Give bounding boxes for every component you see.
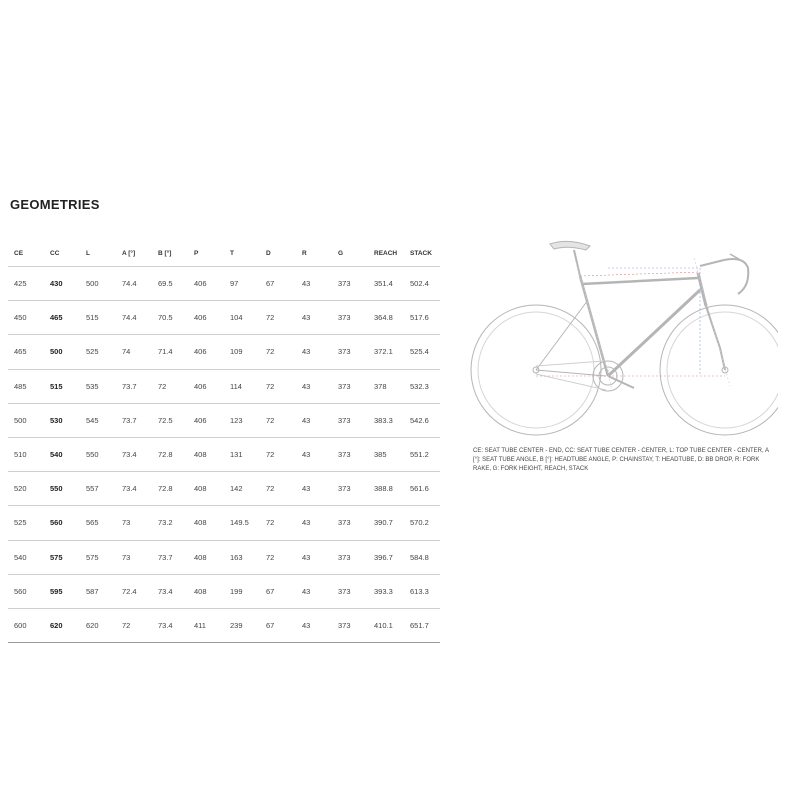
- table-cell: 613.3: [404, 574, 440, 608]
- column-header: G: [332, 240, 368, 267]
- table-cell: 406: [188, 369, 224, 403]
- table-cell: 620: [80, 608, 116, 642]
- table-body: [8, 267, 440, 643]
- table-cell: 67: [260, 574, 296, 608]
- chainstay: [536, 370, 606, 376]
- table-row: [8, 403, 440, 437]
- table-cell: 67: [260, 608, 296, 642]
- table-cell: 525: [80, 335, 116, 369]
- table-cell: 73: [116, 540, 152, 574]
- table-cell: 532.3: [404, 369, 440, 403]
- table-cell: 43: [296, 506, 332, 540]
- column-header: CC: [44, 240, 80, 267]
- table-cell: 485: [8, 369, 44, 403]
- page-title: GEOMETRIES: [10, 197, 100, 212]
- table-cell: 540: [44, 437, 80, 471]
- table-cell: 73.7: [116, 403, 152, 437]
- table-cell: 450: [8, 301, 44, 335]
- table-cell: 72: [260, 437, 296, 471]
- table-cell: 73.4: [152, 574, 188, 608]
- table-cell: 69.5: [152, 267, 188, 301]
- fork: [706, 306, 725, 370]
- table-cell: 595: [44, 574, 80, 608]
- table-cell: 72: [260, 506, 296, 540]
- table-cell: 520: [8, 472, 44, 506]
- table-cell: 131: [224, 437, 260, 471]
- table-cell: 72: [260, 335, 296, 369]
- table-cell: 411: [188, 608, 224, 642]
- table-cell: 587: [80, 574, 116, 608]
- table-cell: 500: [8, 403, 44, 437]
- table-cell: 542.6: [404, 403, 440, 437]
- table-cell: 373: [332, 437, 368, 471]
- table-cell: 551.2: [404, 437, 440, 471]
- table-cell: 72: [260, 472, 296, 506]
- legend-text: CE: SEAT TUBE CENTER - END, CC: SEAT TUBE CENTER - CENTER, L: TOP TUBE CENTER - CENTER, A [°]: SEAT TUBE ANGLE, B [°]: HEADTUBE ANGLE, P: CHAINSTAY, T: HEADTUBE, D: BB DROP, R: FORK RAKE, G: FORK HEIGHT, REACH, STACK: [473, 448, 769, 472]
- table-cell: 71.4: [152, 335, 188, 369]
- table-cell: 500: [80, 267, 116, 301]
- table-cell: 239: [224, 608, 260, 642]
- table-cell: 465: [8, 335, 44, 369]
- table-cell: 385: [368, 437, 404, 471]
- table-cell: 408: [188, 574, 224, 608]
- table-cell: 540: [8, 540, 44, 574]
- column-header: R: [296, 240, 332, 267]
- table-cell: 584.8: [404, 540, 440, 574]
- table-cell: 388.8: [368, 472, 404, 506]
- table-cell: 408: [188, 506, 224, 540]
- table-row: [8, 506, 440, 540]
- table-cell: 43: [296, 472, 332, 506]
- table-cell: 393.3: [368, 574, 404, 608]
- table-cell: 373: [332, 574, 368, 608]
- table-cell: 425: [8, 267, 44, 301]
- table-cell: 515: [44, 369, 80, 403]
- table-cell: 163: [224, 540, 260, 574]
- table-cell: 72.4: [116, 574, 152, 608]
- table-cell: 600: [8, 608, 44, 642]
- table-cell: 72: [260, 403, 296, 437]
- column-header: A [°]: [116, 240, 152, 267]
- table-row: [8, 437, 440, 471]
- table-cell: 515: [80, 301, 116, 335]
- table-cell: 570.2: [404, 506, 440, 540]
- table-row: [8, 335, 440, 369]
- saddle: [550, 241, 590, 250]
- column-header: T: [224, 240, 260, 267]
- table-cell: 114: [224, 369, 260, 403]
- bicycle-geometry-diagram: [468, 228, 778, 448]
- table-cell: 74.4: [116, 301, 152, 335]
- table-cell: 104: [224, 301, 260, 335]
- table-cell: 502.4: [404, 267, 440, 301]
- table-cell: 72: [260, 301, 296, 335]
- table-row: [8, 301, 440, 335]
- column-header: CE: [8, 240, 44, 267]
- crank-arm: [608, 376, 634, 388]
- table-cell: 351.4: [368, 267, 404, 301]
- table-cell: 373: [332, 608, 368, 642]
- stem: [700, 260, 724, 266]
- table-cell: 43: [296, 608, 332, 642]
- table-cell: 651.7: [404, 608, 440, 642]
- brake-hood: [730, 254, 744, 262]
- table-cell: 373: [332, 540, 368, 574]
- table-cell: 43: [296, 301, 332, 335]
- table-row: [8, 540, 440, 574]
- table-cell: 410.1: [368, 608, 404, 642]
- table-cell: 67: [260, 267, 296, 301]
- table-cell: 510: [8, 437, 44, 471]
- table-cell: 408: [188, 540, 224, 574]
- table-row: [8, 267, 440, 301]
- table-cell: 199: [224, 574, 260, 608]
- table-cell: 545: [80, 403, 116, 437]
- table-cell: 408: [188, 437, 224, 471]
- table-cell: 530: [44, 403, 80, 437]
- column-header: D: [260, 240, 296, 267]
- table-row: [8, 608, 440, 642]
- top-tube: [582, 278, 698, 284]
- table-header-row: [8, 240, 440, 267]
- table-cell: 390.7: [368, 506, 404, 540]
- table-cell: 73.2: [152, 506, 188, 540]
- table-cell: 43: [296, 540, 332, 574]
- table-cell: 73.4: [152, 608, 188, 642]
- table-cell: 373: [332, 267, 368, 301]
- table-cell: 373: [332, 335, 368, 369]
- column-header: STACK: [404, 240, 440, 267]
- table-cell: 560: [8, 574, 44, 608]
- table-cell: 560: [44, 506, 80, 540]
- column-header: L: [80, 240, 116, 267]
- table-cell: 73.4: [116, 437, 152, 471]
- table-cell: 72: [116, 608, 152, 642]
- handlebar: [724, 259, 748, 294]
- table-cell: 372.1: [368, 335, 404, 369]
- table-cell: 72: [260, 540, 296, 574]
- table-cell: 74.4: [116, 267, 152, 301]
- table-cell: 43: [296, 335, 332, 369]
- table-cell: 43: [296, 574, 332, 608]
- table-cell: 72.8: [152, 437, 188, 471]
- table-cell: 373: [332, 403, 368, 437]
- column-header: REACH: [368, 240, 404, 267]
- table-cell: 557: [80, 472, 116, 506]
- table-cell: 97: [224, 267, 260, 301]
- table-cell: 73.7: [152, 540, 188, 574]
- table-cell: 109: [224, 335, 260, 369]
- table-cell: 406: [188, 267, 224, 301]
- table-cell: 535: [80, 369, 116, 403]
- table-cell: 73.7: [116, 369, 152, 403]
- table-cell: 72.8: [152, 472, 188, 506]
- table-cell: 72: [152, 369, 188, 403]
- down-tube: [608, 290, 700, 376]
- table-cell: 72.5: [152, 403, 188, 437]
- table-row: [8, 369, 440, 403]
- table-cell: 373: [332, 301, 368, 335]
- table-cell: 73.4: [116, 472, 152, 506]
- table-cell: 43: [296, 369, 332, 403]
- table-cell: 430: [44, 267, 80, 301]
- table-cell: 383.3: [368, 403, 404, 437]
- table-cell: 575: [80, 540, 116, 574]
- table-cell: 550: [44, 472, 80, 506]
- table-cell: 406: [188, 301, 224, 335]
- table-cell: 149.5: [224, 506, 260, 540]
- table-cell: 561.6: [404, 472, 440, 506]
- column-header: B [°]: [152, 240, 188, 267]
- top-tube-length-line: [580, 272, 700, 276]
- geometry-table: [8, 240, 440, 643]
- table-cell: 550: [80, 437, 116, 471]
- table-cell: 43: [296, 267, 332, 301]
- table-cell: 142: [224, 472, 260, 506]
- table-cell: 74: [116, 335, 152, 369]
- table-cell: 575: [44, 540, 80, 574]
- table-cell: 620: [44, 608, 80, 642]
- table-cell: 378: [368, 369, 404, 403]
- table-cell: 364.8: [368, 301, 404, 335]
- table-cell: 123: [224, 403, 260, 437]
- table-cell: 525.4: [404, 335, 440, 369]
- table-cell: 406: [188, 403, 224, 437]
- table-cell: 73: [116, 506, 152, 540]
- table-cell: 43: [296, 437, 332, 471]
- table-cell: 517.6: [404, 301, 440, 335]
- table-cell: 525: [8, 506, 44, 540]
- table-row: [8, 472, 440, 506]
- table-cell: 72: [260, 369, 296, 403]
- table-cell: 406: [188, 335, 224, 369]
- table-cell: 373: [332, 369, 368, 403]
- table-cell: 396.7: [368, 540, 404, 574]
- table-cell: 373: [332, 506, 368, 540]
- column-header: P: [188, 240, 224, 267]
- table-cell: 500: [44, 335, 80, 369]
- table-cell: 408: [188, 472, 224, 506]
- table-cell: 70.5: [152, 301, 188, 335]
- table-row: [8, 574, 440, 608]
- table-cell: 373: [332, 472, 368, 506]
- table-cell: 465: [44, 301, 80, 335]
- table-cell: 565: [80, 506, 116, 540]
- table-cell: 43: [296, 403, 332, 437]
